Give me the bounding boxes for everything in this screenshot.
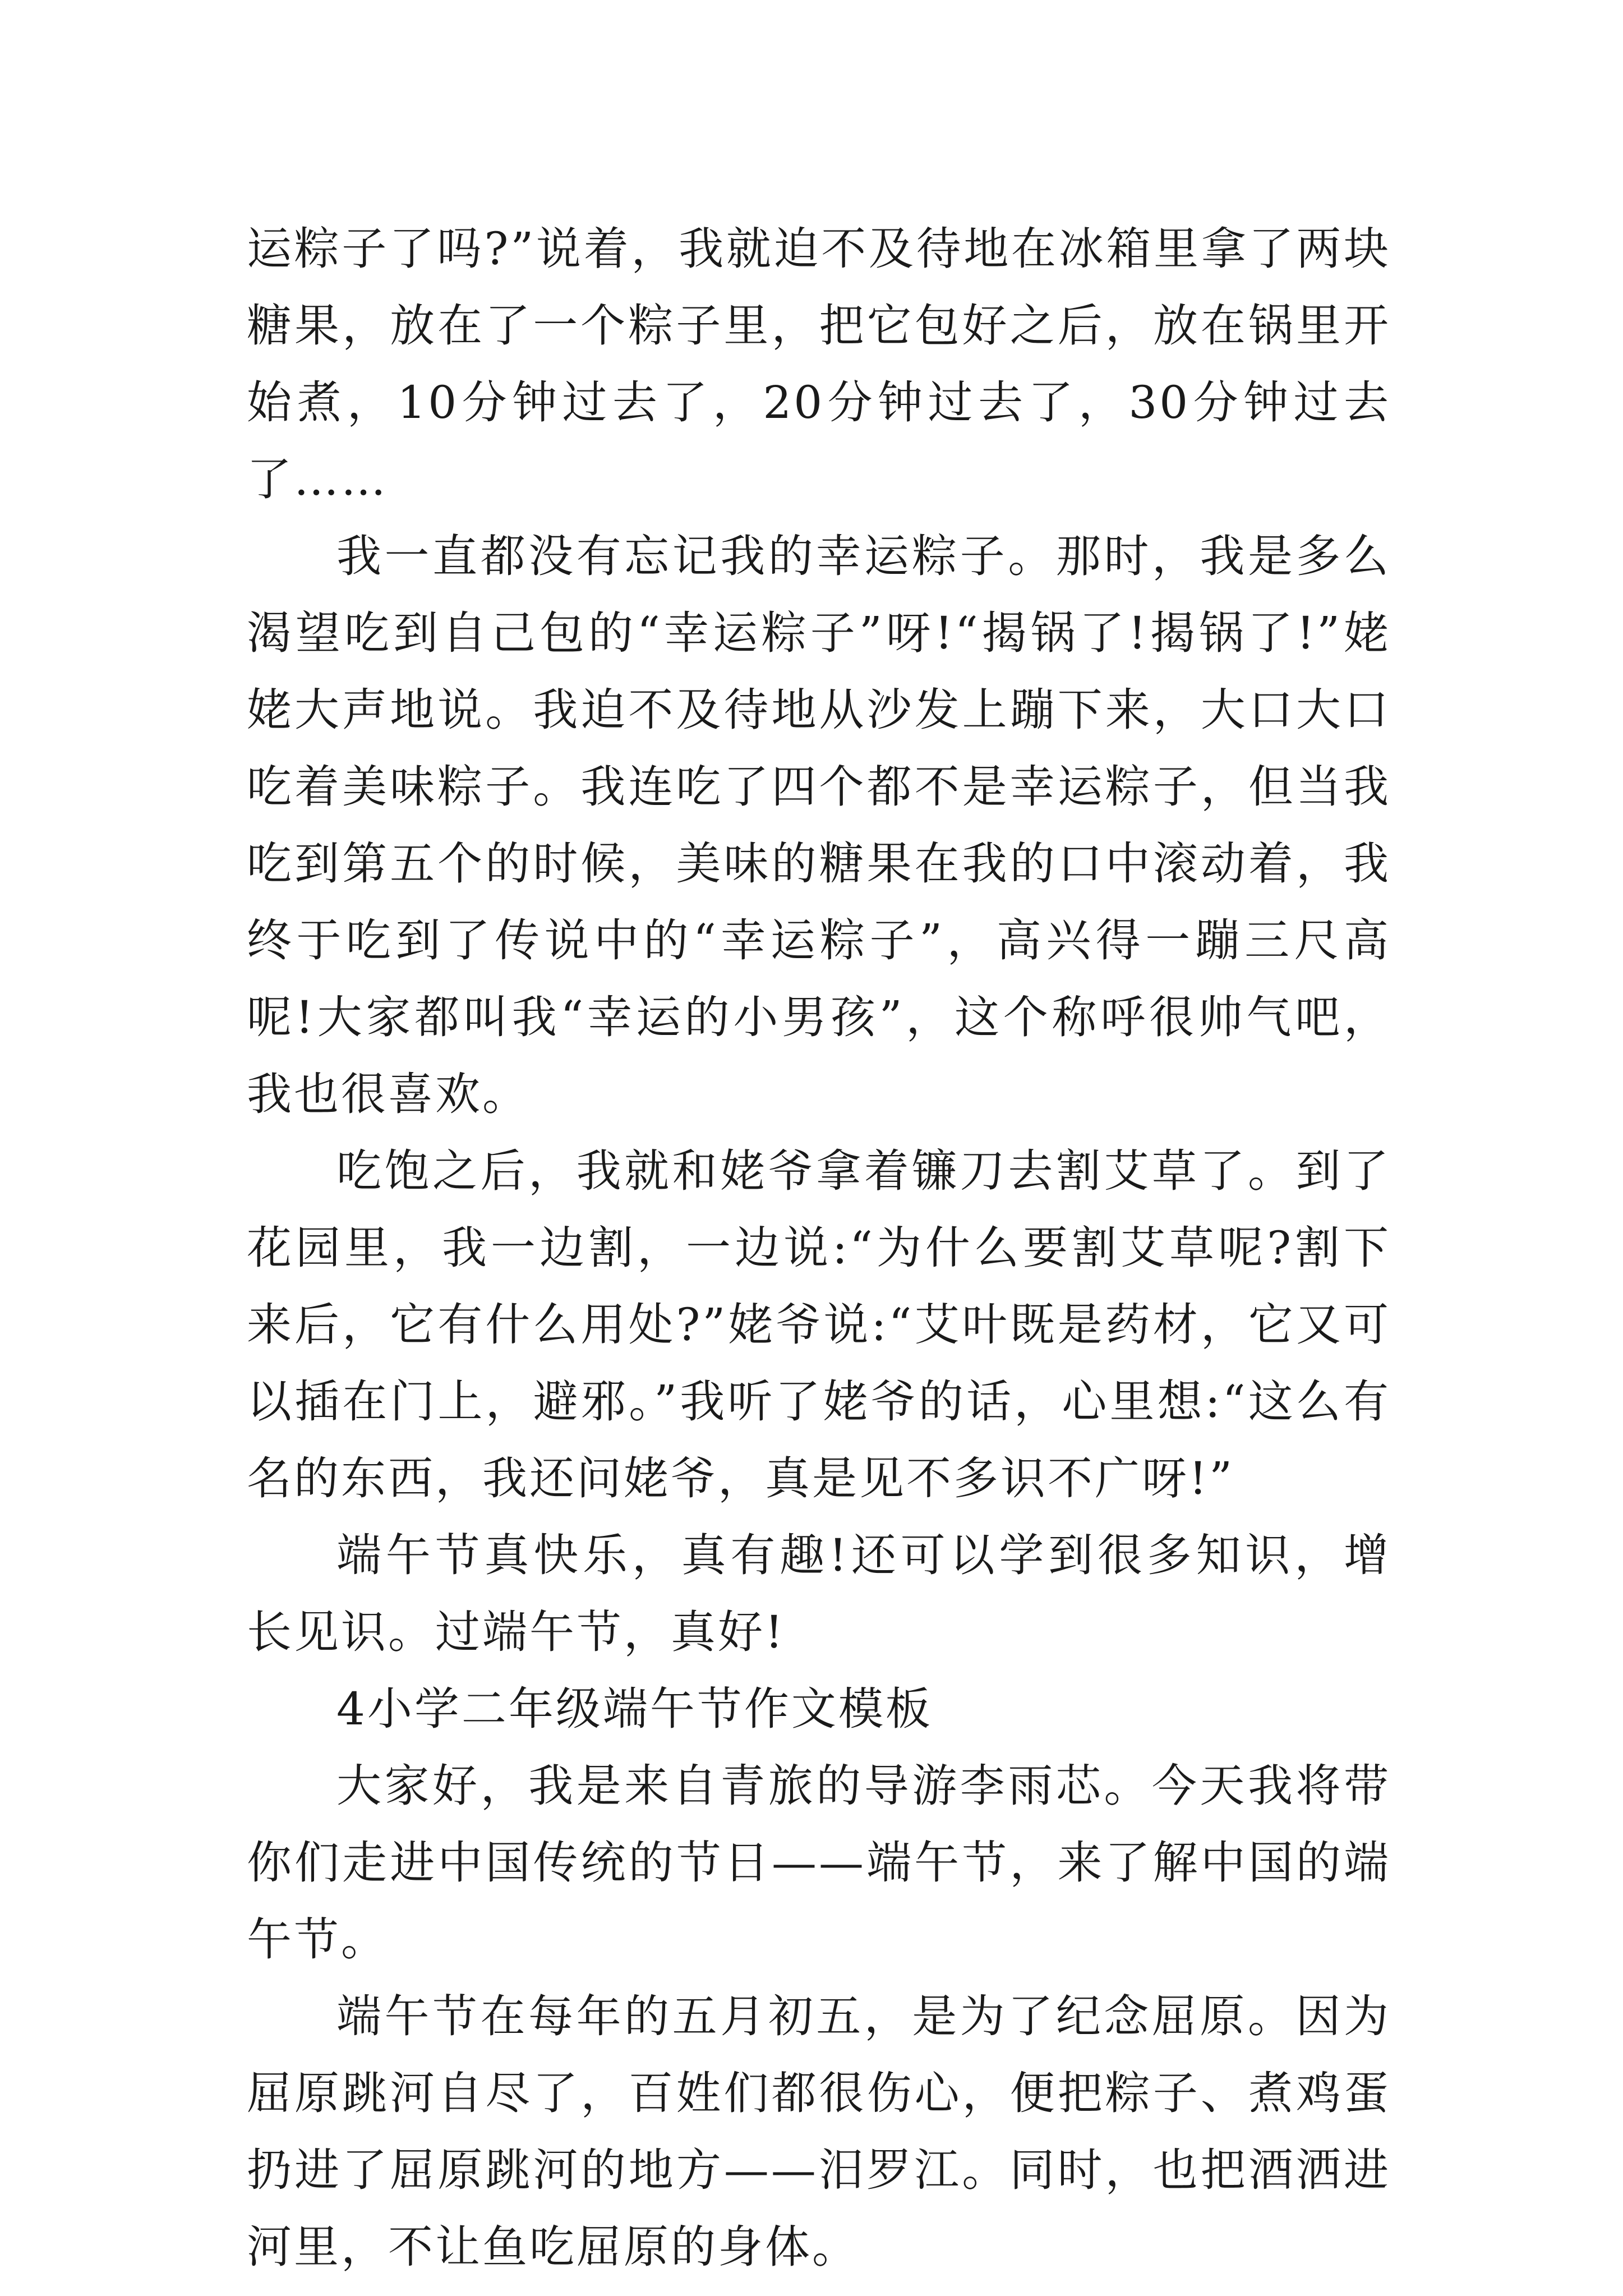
section-heading: 4小学二年级端午节作文模板 [336, 1683, 933, 1735]
paragraph-6: 端午节在每年的五月初五，是为了纪念屈原。因为屈原跳河自尽了，百姓们都很伤心，便把粽子、煮鸡蛋扔进了屈原跳河的地方——汨罗江。同时，也把酒洒进河里，不让鱼吃屈原的身体。 [247, 1990, 1391, 2273]
paragraph-5: 大家好，我是来自青旅的导游李雨芯。今天我将带你们走进中国传统的节日——端午节，来了解中国的端午节。 [247, 1760, 1391, 1966]
paragraph-3: 吃饱之后，我就和姥爷拿着镰刀去割艾草了。到了花园里，我一边割，一边说:“为什么要割艾草呢?割下来后，它有什么用处?”姥爷说:“艾叶既是药材，它又可以插在门上，避邪。”我听了姥爷的话，心里想:“这么有名的东西，我还问姥爷，真是见不多识不广呀!” [247, 1145, 1391, 1504]
paragraph-2: 我一直都没有忘记我的幸运粽子。那时，我是多么渴望吃到自己包的“幸运粽子”呀!“揭锅了!揭锅了!”姥姥大声地说。我迫不及待地从沙发上蹦下来，大口大口吃着美味粽子。我连吃了四个都不是幸运粽子，但当我吃到第五个的时候，美味的糖果在我的口中滚动着，我终于吃到了传说中的“幸运粽子”，高兴得一蹦三尺高呢!大家都叫我“幸运的小男孩”，这个称呼很帅气吧，我也很喜欢。 [247, 530, 1391, 1120]
body-text [247, 210, 1391, 2285]
paragraph-1: 运粽子了吗?”说着，我就迫不及待地在冰箱里拿了两块糖果，放在了一个粽子里，把它包好之后，放在锅里开始煮，10分钟过去了，20分钟过去了，30分钟过去了…… [247, 223, 1391, 505]
paragraph-4: 端午节真快乐，真有趣!还可以学到很多知识，增长见识。过端午节，真好! [247, 1529, 1391, 1658]
